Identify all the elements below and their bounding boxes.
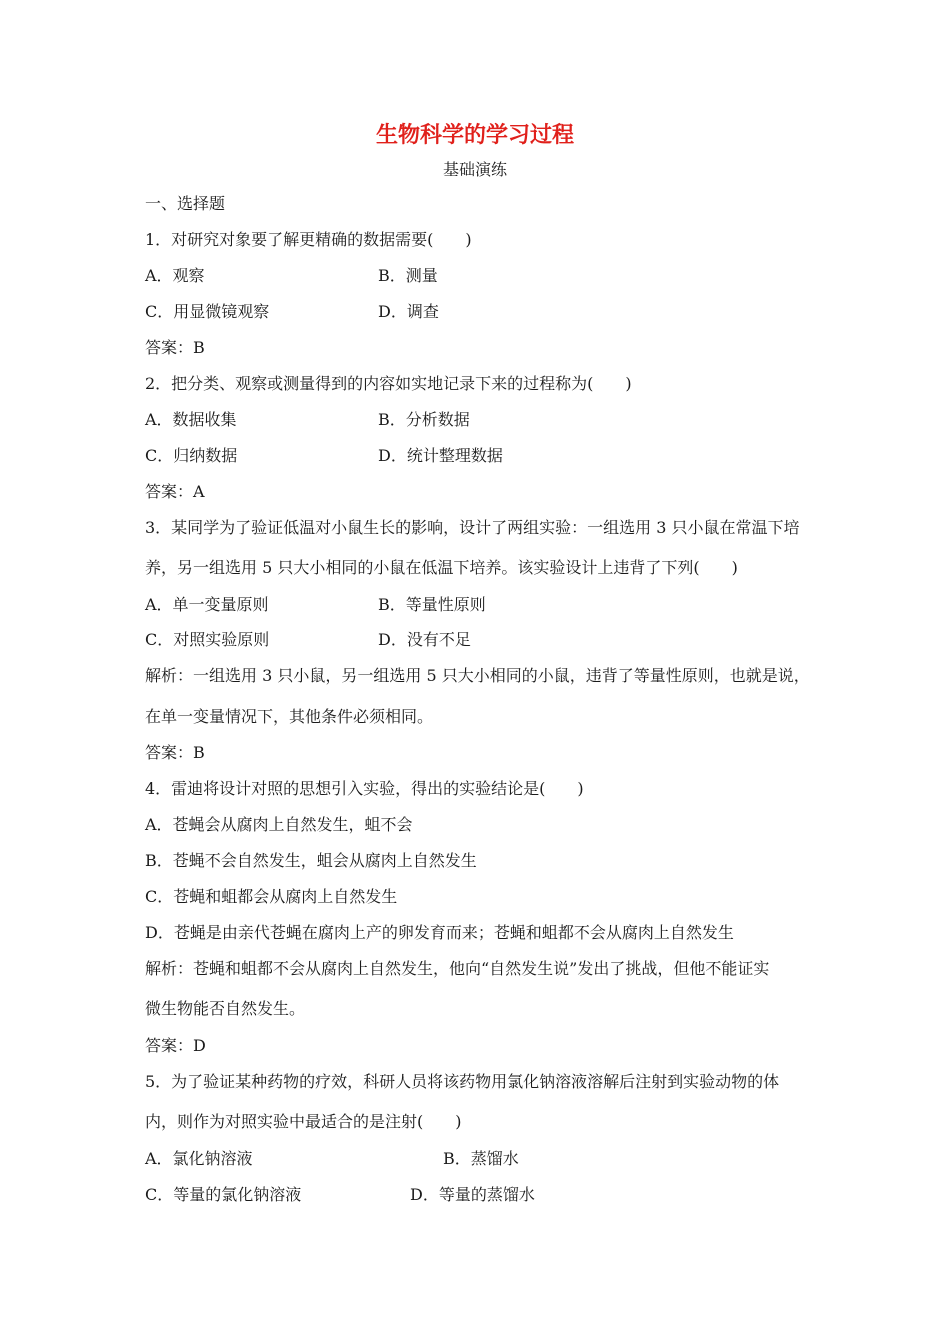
- question-1-option-b: B．测量: [378, 266, 438, 285]
- question-3-option-a: A．单一变量原则: [145, 595, 269, 614]
- question-4-analysis-line-1: 解析：苍蝇和蛆都不会从腐肉上自然发生，他向“自然发生说”发出了挑战，但他不能证实: [145, 959, 770, 978]
- question-3-option-b: B．等量性原则: [378, 595, 486, 614]
- question-4-option-a: A．苍蝇会从腐肉上自然发生，蛆不会: [145, 815, 413, 834]
- question-2-option-d: D．统计整理数据: [378, 446, 503, 465]
- question-4-option-d: D．苍蝇是由亲代苍蝇在腐肉上产的卵发育而来；苍蝇和蛆都不会从腐肉上自然发生: [145, 923, 734, 942]
- question-5-stem-line-1: 5．为了验证某种药物的疗效，科研人员将该药物用氯化钠溶液溶解后注射到实验动物的体: [145, 1072, 780, 1091]
- question-3-analysis-line-2: 在单一变量情况下，其他条件必须相同。: [145, 707, 434, 726]
- question-1-option-d: D．调查: [378, 302, 439, 321]
- question-2-stem: 2．把分类、观察或测量得到的内容如实地记录下来的过程称为( ): [145, 374, 632, 393]
- question-4-answer: 答案：D: [145, 1036, 206, 1055]
- question-5-option-a: A．氯化钠溶液: [145, 1149, 253, 1168]
- question-2-answer: 答案：A: [145, 482, 205, 501]
- question-4-stem: 4．雷迪将设计对照的思想引入实验，得出的实验结论是( ): [145, 779, 584, 798]
- question-1-option-c: C．用显微镜观察: [145, 302, 270, 321]
- question-3-stem-line-1: 3．某同学为了验证低温对小鼠生长的影响，设计了两组实验：一组选用 3 只小鼠在常温下培: [145, 518, 800, 537]
- question-5-option-d: D．等量的蒸馏水: [410, 1185, 535, 1204]
- section-heading: 一、选择题: [145, 194, 226, 213]
- question-3-option-c: C．对照实验原则: [145, 630, 270, 649]
- question-1-stem: 1．对研究对象要了解更精确的数据需要( ): [145, 230, 472, 249]
- question-5-option-b: B．蒸馏水: [443, 1149, 519, 1168]
- question-1-option-a: A．观察: [145, 266, 205, 285]
- question-3-analysis-line-1: 解析：一组选用 3 只小鼠，另一组选用 5 只大小相同的小鼠，违背了等量性原则，也就是说，: [145, 666, 810, 685]
- question-3-option-d: D．没有不足: [378, 630, 471, 649]
- question-5-stem-line-2: 内，则作为对照实验中最适合的是注射( ): [145, 1112, 462, 1131]
- question-2-option-b: B．分析数据: [378, 410, 470, 429]
- page-title: 生物科学的学习过程: [375, 123, 574, 148]
- question-2-option-a: A．数据收集: [145, 410, 237, 429]
- question-4-analysis-line-2: 微生物能否自然发生。: [145, 999, 306, 1018]
- question-1-answer: 答案：B: [145, 338, 205, 357]
- question-3-stem-line-2: 养，另一组选用 5 只大小相同的小鼠在低温下培养。该实验设计上违背了下列( ): [145, 558, 738, 577]
- question-2-option-c: C．归纳数据: [145, 446, 238, 465]
- question-4-option-c: C．苍蝇和蛆都会从腐肉上自然发生: [145, 887, 398, 906]
- question-3-answer: 答案：B: [145, 743, 205, 762]
- page-subtitle: 基础演练: [442, 160, 507, 179]
- question-4-option-b: B．苍蝇不会自然发生，蛆会从腐肉上自然发生: [145, 851, 477, 870]
- question-5-option-c: C．等量的氯化钠溶液: [145, 1185, 302, 1204]
